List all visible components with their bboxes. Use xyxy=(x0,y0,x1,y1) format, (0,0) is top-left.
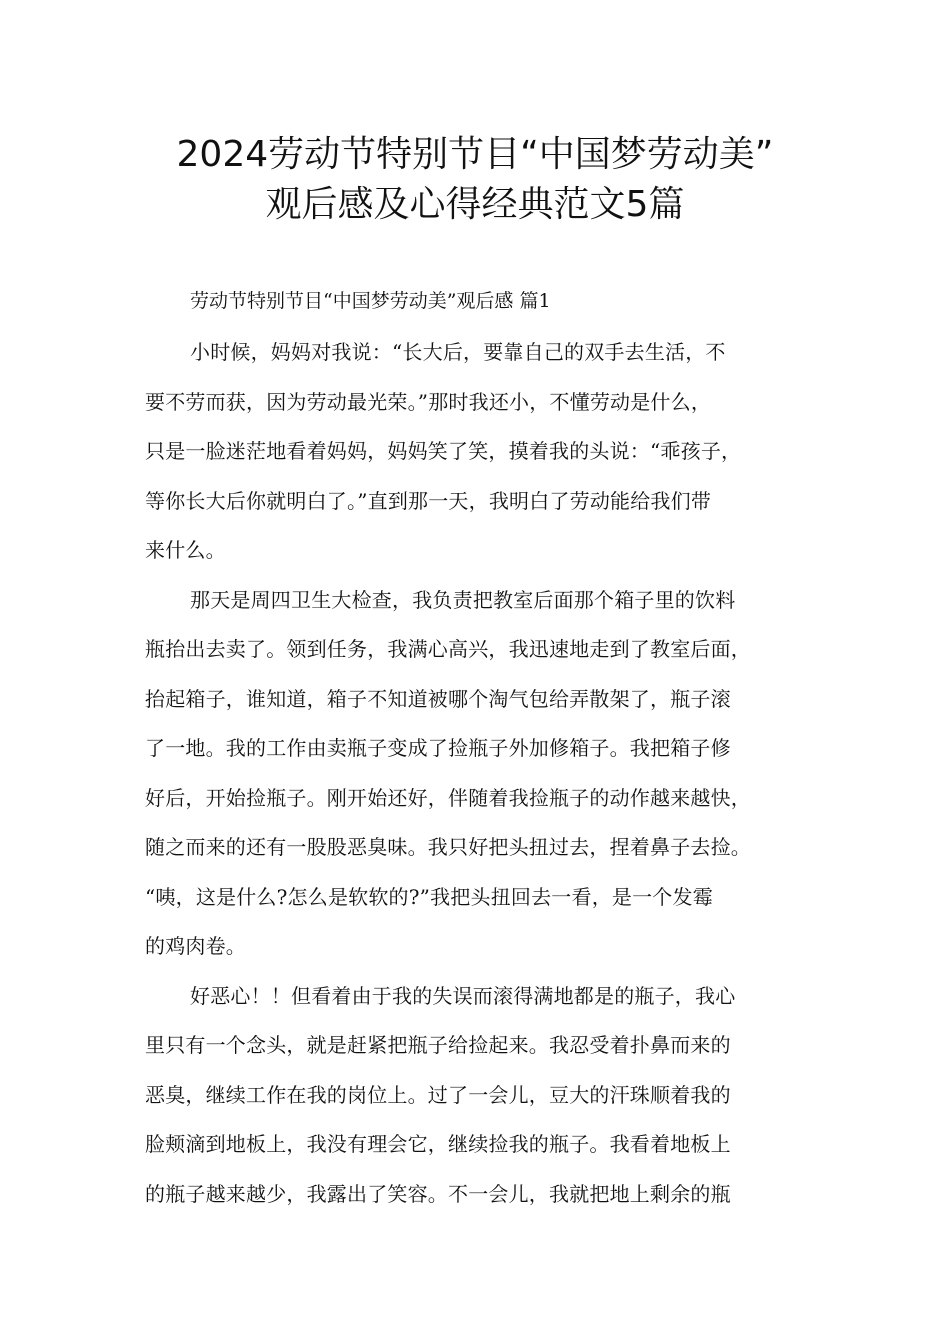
paragraph-2 xyxy=(145,582,835,978)
document-body xyxy=(145,334,835,1225)
text-line: 瓶抬出去卖了。领到任务，我满心高兴，我迅速地走到了教室后面， xyxy=(145,637,751,661)
document-title-line-1: 2024劳动节特别节目“中国梦劳动美” xyxy=(176,134,774,175)
text-line: 的瓶子越来越少，我露出了笑容。不一会儿，我就把地上剩余的瓶 xyxy=(145,1181,731,1206)
text-line: 随之而来的还有一股股恶臭味。我只好把头扭过去，捏着鼻子去捡。 xyxy=(145,835,751,859)
text-line: 要不劳而获，因为劳动最光荣。”那时我还小，不懂劳动是什么， xyxy=(145,389,712,414)
text-line: 那天是周四卫生大检查，我负责把教室后面那个箱子里的饮料 xyxy=(190,587,736,612)
text-line: 来什么。 xyxy=(145,538,226,562)
paragraph-3 xyxy=(145,978,835,1226)
paragraph-1 xyxy=(145,334,835,582)
text-line: 里只有一个念头，就是赶紧把瓶子给捡起来。我忍受着扑鼻而来的 xyxy=(145,1033,731,1057)
section-heading: 劳动节特别节目“中国梦劳动美”观后感 篇1 xyxy=(190,290,551,312)
text-line: 了一地。我的工作由卖瓶子变成了捡瓶子外加修箱子。我把箱子修 xyxy=(145,736,731,760)
text-line: 脸颊滴到地板上，我没有理会它，继续捡我的瓶子。我看着地板上 xyxy=(145,1132,731,1156)
text-line: 好后，开始捡瓶子。刚开始还好，伴随着我捡瓶子的动作越来越快， xyxy=(145,785,751,810)
text-line: “咦，这是什么?怎么是软软的?”我把头扭回去一看，是一个发霉 xyxy=(145,884,713,909)
text-line: 小时候，妈妈对我说：“长大后，要靠自己的双手去生活，不 xyxy=(190,340,726,364)
document-title-line-2: 观后感及心得经典范文5篇 xyxy=(265,184,685,225)
text-line: 抬起箱子，谁知道，箱子不知道被哪个淘气包给弄散架了，瓶子滚 xyxy=(145,686,731,711)
text-line: 只是一脸迷茫地看着妈妈，妈妈笑了笑，摸着我的头说：“乖孩子， xyxy=(145,439,742,463)
text-line: 好恶心！！但看着由于我的失误而滚得满地都是的瓶子，我心 xyxy=(190,983,736,1008)
text-line: 恶臭，继续工作在我的岗位上。过了一会儿，豆大的汗珠顺着我的 xyxy=(145,1082,731,1107)
text-line: 等你长大后你就明白了。”直到那一天，我明白了劳动能给我们带 xyxy=(145,488,712,513)
text-line: 的鸡肉卷。 xyxy=(145,934,246,958)
